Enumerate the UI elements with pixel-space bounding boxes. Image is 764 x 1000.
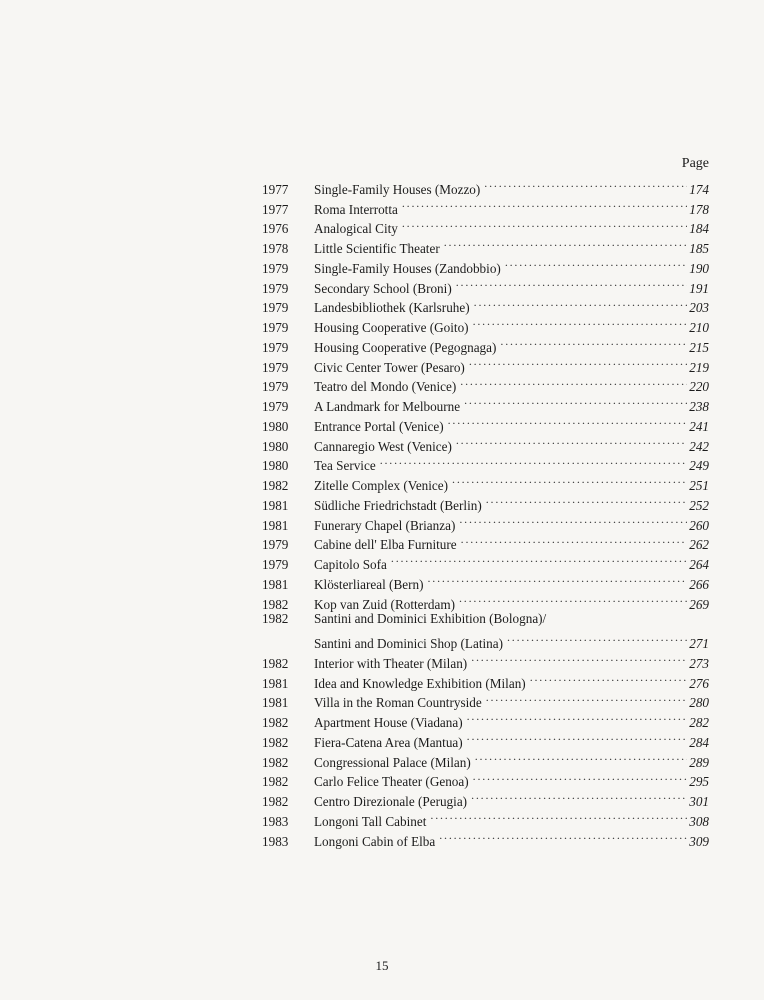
- dot-leader: [473, 767, 687, 787]
- entry-year: 1976: [262, 221, 289, 237]
- entry-year: 1979: [262, 359, 289, 375]
- entry-page-number: 266: [689, 576, 709, 592]
- entry-year: 1983: [262, 833, 289, 849]
- entry-year: 1982: [262, 794, 289, 809]
- dot-leader: [471, 786, 687, 806]
- toc-entries: [262, 174, 712, 849]
- entry-year: 1979: [262, 379, 289, 395]
- entry-page-number: 289: [689, 754, 709, 770]
- entry-title: Entrance Portal (Venice): [314, 418, 444, 434]
- entry-title: Villa in the Roman Countryside: [314, 695, 482, 711]
- entry-title: A Landmark for Melbourne: [314, 399, 461, 414]
- entry-title: Single-Family Houses (Mozzo): [314, 181, 481, 197]
- dot-leader: [460, 372, 687, 392]
- entry-page-number: 203: [689, 300, 709, 316]
- entry-year: 1979: [262, 280, 289, 296]
- entry-year: 1979: [262, 557, 289, 572]
- dot-leader: [456, 273, 687, 293]
- table-of-contents: [262, 154, 712, 849]
- entry-page-number: 210: [689, 320, 709, 335]
- entry-year: 1982: [262, 610, 289, 626]
- dot-leader: [380, 451, 687, 471]
- dot-leader: [452, 470, 687, 490]
- entry-year: 1981: [262, 576, 289, 592]
- entry-year: 1983: [262, 813, 289, 829]
- entry-page-number: 190: [689, 260, 709, 276]
- entry-title: Congressional Palace (Milan): [314, 754, 471, 770]
- entry-page-number: 252: [689, 497, 709, 513]
- entry-title: Housing Cooperative (Goito): [314, 320, 469, 335]
- entry-year: 1979: [262, 320, 289, 335]
- entry-page-number: 238: [689, 399, 709, 414]
- entry-title: Analogical City: [314, 221, 398, 237]
- entry-page-number: 249: [689, 458, 709, 474]
- entry-title: Kop van Zuid (Rotterdam): [314, 596, 455, 612]
- entry-title: Tea Service: [314, 458, 376, 474]
- entry-title: Idea and Knowledge Exhibition (Milan): [314, 675, 526, 691]
- entry-title: Carlo Felice Theater (Genoa): [314, 774, 469, 790]
- entry-title: Longoni Cabin of Elba: [314, 833, 436, 849]
- dot-leader: [461, 530, 687, 550]
- entry-title: Klösterliareal (Bern): [314, 576, 424, 592]
- entry-title: Secondary School (Broni): [314, 280, 452, 296]
- entry-title: Fiera-Catena Area (Mantua): [314, 734, 463, 750]
- entry-year: 1979: [262, 399, 289, 414]
- entry-page-number: 174: [689, 181, 709, 197]
- dot-leader: [464, 391, 687, 411]
- entry-title: Cabine dell' Elba Furniture: [314, 537, 457, 553]
- entry-year: 1982: [262, 596, 289, 612]
- dot-leader: [500, 332, 687, 352]
- entry-page-number: 178: [689, 201, 709, 217]
- entry-title: Landesbibliothek (Karlsruhe): [314, 300, 470, 316]
- entry-title: Roma Interrotta: [314, 201, 398, 217]
- dot-leader: [475, 747, 687, 767]
- entry-page-number: 241: [689, 418, 709, 434]
- entry-title: Single-Family Houses (Zandobbio): [314, 260, 501, 276]
- entry-year: 1977: [262, 181, 289, 197]
- dot-leader: [484, 174, 687, 194]
- entry-year: 1980: [262, 418, 289, 434]
- entry-page-number: 262: [689, 537, 709, 553]
- dot-leader: [471, 648, 687, 668]
- page-column-heading: Page: [681, 156, 709, 171]
- entry-title: Housing Cooperative (Pegognaga): [314, 339, 497, 355]
- entry-year: 1981: [262, 675, 289, 691]
- dot-leader: [402, 194, 687, 214]
- dot-leader: [427, 569, 687, 589]
- entry-year: 1977: [262, 201, 289, 217]
- entry-title: Apartment House (Viadana): [314, 715, 463, 730]
- dot-leader: [505, 253, 687, 273]
- entry-page-number: 295: [689, 774, 709, 790]
- entry-page-number: 264: [689, 557, 709, 572]
- dot-leader: [439, 826, 687, 846]
- dot-leader: [473, 312, 687, 332]
- entry-year: 1980: [262, 438, 289, 454]
- entry-year: 1982: [262, 734, 289, 750]
- dot-leader: [459, 510, 687, 530]
- dot-leader: [469, 352, 687, 372]
- dot-leader: [467, 707, 687, 727]
- entry-page-number: 284: [689, 734, 709, 750]
- dot-leader: [402, 214, 687, 234]
- entry-page-number: 215: [689, 339, 709, 355]
- entry-year: 1982: [262, 754, 289, 770]
- entry-year: 1978: [262, 241, 289, 256]
- dot-leader: [530, 668, 687, 688]
- entry-page-number: 271: [689, 636, 709, 651]
- entry-year: 1982: [262, 715, 289, 730]
- dot-leader: [486, 490, 687, 510]
- entry-title: Capitolo Sofa: [314, 557, 387, 572]
- dot-leader: [456, 431, 687, 451]
- toc-entry: [262, 609, 712, 629]
- entry-page-number: 282: [689, 715, 709, 730]
- entry-page-number: 276: [689, 675, 709, 691]
- entry-page-number: 184: [689, 221, 709, 237]
- dot-leader: [444, 233, 687, 253]
- entry-page-number: 185: [689, 241, 709, 256]
- dot-leader: [448, 411, 687, 431]
- entry-title: Little Scientific Theater: [314, 241, 440, 256]
- entry-year: 1982: [262, 478, 289, 493]
- dot-leader: [507, 628, 687, 648]
- dot-leader: [474, 293, 687, 313]
- entry-page-number: 308: [689, 813, 709, 829]
- entry-year: 1979: [262, 300, 289, 316]
- entry-page-number: 301: [689, 794, 709, 809]
- dot-leader: [467, 727, 687, 747]
- entry-page-number: 260: [689, 517, 709, 533]
- toc-entry: [262, 628, 712, 651]
- entry-page-number: 280: [689, 695, 709, 711]
- entry-year: 1981: [262, 497, 289, 513]
- entry-title: Centro Direzionale (Perugia): [314, 794, 468, 809]
- entry-title: Teatro del Mondo (Venice): [314, 379, 457, 395]
- entry-year: 1980: [262, 458, 289, 474]
- entry-page-number: 242: [689, 438, 709, 454]
- entry-page-number: 273: [689, 655, 709, 671]
- page-number: 15: [375, 958, 389, 973]
- entry-title: Cannaregio West (Venice): [314, 438, 452, 454]
- entry-year: 1979: [262, 339, 289, 355]
- dot-leader: [486, 688, 687, 708]
- entry-page-number: 269: [689, 596, 709, 612]
- entry-title: Funerary Chapel (Brianza): [314, 517, 456, 533]
- dot-leader: [391, 549, 687, 569]
- entry-page-number: 309: [689, 833, 709, 849]
- dot-leader: [459, 589, 687, 609]
- entry-title: Longoni Tall Cabinet: [314, 813, 427, 829]
- entry-title: Civic Center Tower (Pesaro): [314, 359, 465, 375]
- entry-year: 1981: [262, 695, 289, 711]
- entry-page-number: 191: [689, 280, 709, 296]
- entry-year: 1979: [262, 537, 289, 553]
- entry-year: 1982: [262, 774, 289, 790]
- entry-page-number: 219: [689, 359, 709, 375]
- entry-title: Südliche Friedrichstadt (Berlin): [314, 497, 482, 513]
- entry-title: Zitelle Complex (Venice): [314, 478, 449, 493]
- entry-title: Santini and Dominici Shop (Latina): [314, 636, 503, 651]
- toc-entry: [262, 174, 712, 197]
- entry-title: Interior with Theater (Milan): [314, 655, 468, 671]
- dot-leader: [430, 806, 687, 826]
- entry-page-number: 220: [689, 379, 709, 395]
- entry-title: Santini and Dominici Exhibition (Bologna)/: [314, 610, 547, 626]
- entry-page-number: 251: [689, 478, 709, 493]
- entry-year: 1979: [262, 260, 289, 276]
- entry-year: 1982: [262, 655, 289, 671]
- entry-year: 1981: [262, 517, 289, 533]
